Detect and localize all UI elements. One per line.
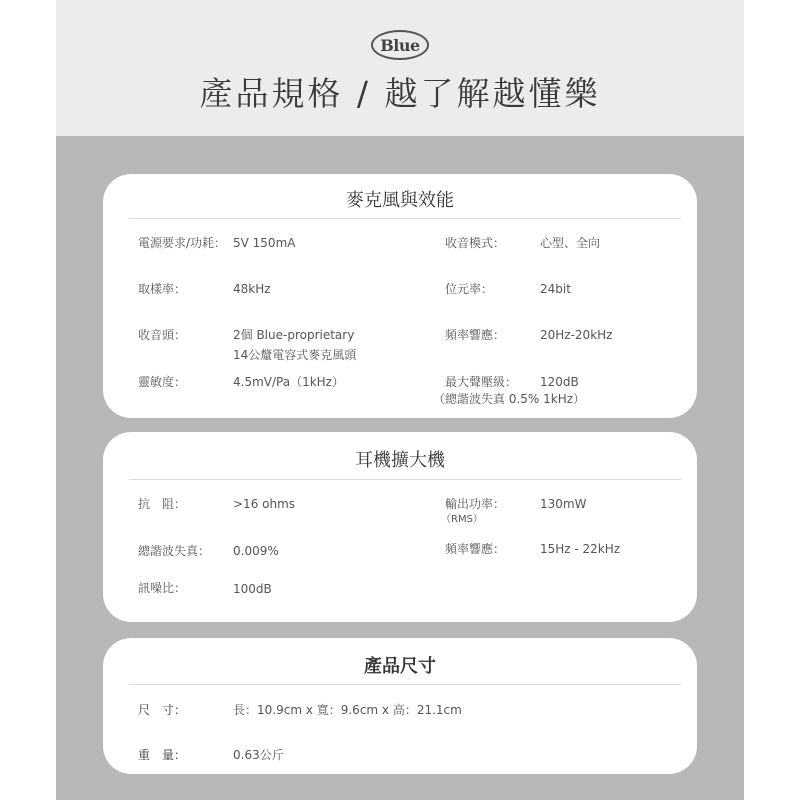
sample-rate-label: 取樣率： xyxy=(138,282,187,296)
brand-logo: Blue xyxy=(371,30,429,60)
thd-label: 總諧波失真： xyxy=(138,544,211,558)
weight-label: 重 量： xyxy=(138,748,187,762)
output-power-value: 130mW xyxy=(540,497,587,511)
power-label: 電源要求/功耗： xyxy=(138,236,227,250)
divider xyxy=(129,218,681,219)
output-power-label xyxy=(441,494,506,526)
frequency-value: 20Hz-20kHz xyxy=(540,328,613,342)
mic-card-title: 麥克風與效能 xyxy=(346,190,454,211)
dimensions-value: 長：10.9cm x 寬：9.6cm x 高：21.1cm xyxy=(233,703,462,717)
sample-rate-value: 48kHz xyxy=(233,282,271,296)
size-card-title: 產品尺寸 xyxy=(364,656,436,677)
divider xyxy=(129,479,681,480)
snr-value: 100dB xyxy=(233,582,272,596)
capsule-value-line1: 2個 Blue-proprietary xyxy=(233,328,355,342)
capsule-label: 收音頭： xyxy=(138,328,187,342)
page-title: 產品規格 / 越了解越懂樂 xyxy=(199,74,601,113)
amp-card-title: 耳機擴大機 xyxy=(355,450,445,471)
max-spl-value: 120dB xyxy=(540,375,579,389)
bit-depth-value: 24bit xyxy=(540,282,571,296)
output-power-label-text: 輸出功率： xyxy=(445,497,506,511)
size-spec-card xyxy=(103,638,697,774)
amp-frequency-value: 15Hz - 22kHz xyxy=(540,542,621,556)
power-value: 5V 150mA xyxy=(233,236,296,250)
amp-spec-card xyxy=(103,432,697,622)
capsule-value xyxy=(233,325,356,365)
sensitivity-value: 4.5mV/Pa（1kHz） xyxy=(233,375,344,389)
dimensions-label: 尺 寸： xyxy=(138,703,187,717)
max-spl-note: （總諧波失真 0.5% 1kHz） xyxy=(433,392,586,406)
capsule-value-line2: 14公釐電容式麥克風頭 xyxy=(233,348,357,362)
mic-spec-card xyxy=(103,174,697,418)
bit-depth-label: 位元率： xyxy=(445,282,494,296)
weight-value: 0.63公斤 xyxy=(233,748,284,762)
sensitivity-label: 靈敏度： xyxy=(138,375,187,389)
max-spl-label: 最大聲壓級： xyxy=(445,375,518,389)
thd-value: 0.009% xyxy=(233,544,279,558)
amp-frequency-label: 頻率響應： xyxy=(445,542,506,556)
impedance-value: >16 ohms xyxy=(233,497,296,511)
pattern-value: 心型、全向 xyxy=(540,236,601,250)
snr-label: 訊噪比： xyxy=(138,581,187,595)
output-power-rms: （RMS） xyxy=(441,514,483,525)
frequency-label: 頻率響應： xyxy=(445,328,506,342)
pattern-label: 收音模式： xyxy=(445,236,506,250)
impedance-label: 抗 阻： xyxy=(138,497,187,511)
divider xyxy=(129,684,681,685)
